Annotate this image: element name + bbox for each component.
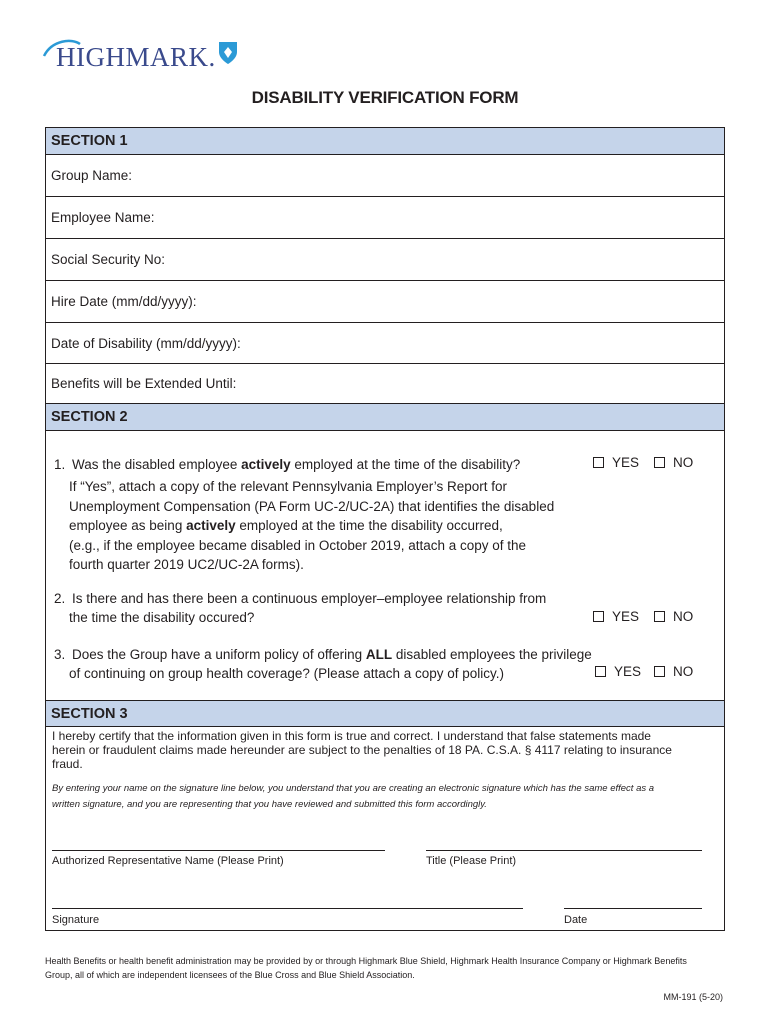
note-emphasis: actively [186, 518, 236, 533]
question-3-text-end: disabled employees the privilege [392, 647, 592, 662]
title-label: Title (Please Print) [426, 855, 517, 867]
no-label: NO [673, 664, 694, 679]
question-3-text: Does the Group have a uniform policy of offering [72, 647, 366, 662]
q2-yes-checkbox[interactable] [593, 609, 639, 624]
note-text: employee as being [69, 518, 187, 533]
checkbox-icon [654, 611, 665, 622]
title-line[interactable] [426, 850, 702, 851]
q3-yes-checkbox[interactable] [595, 664, 641, 679]
q2-no-checkbox[interactable] [654, 609, 693, 624]
form-title: DISABILITY VERIFICATION FORM [251, 88, 519, 107]
certification-line: fraud. [52, 757, 83, 771]
question-1 [54, 455, 520, 474]
rep-name-line[interactable] [52, 850, 385, 851]
no-label: NO [673, 455, 694, 470]
checkbox-icon [654, 457, 665, 468]
esignature-line: By entering your name on the signature line below, you understand that you are creating an electronic signature which has the same effect as a [52, 783, 655, 794]
certification-line: herein or fraudulent claims made hereunder are subject to the penalties of 18 PA. C.S.A. § 4117 relating to insurance [52, 743, 672, 757]
ssn-label: Social Security No: [51, 252, 166, 267]
question-2-number: 2. [54, 591, 66, 606]
no-label: NO [673, 609, 694, 624]
signature-label: Signature [52, 914, 100, 926]
section3-heading: SECTION 3 [46, 700, 724, 727]
disclaimer-line: Health Benefits or health benefit administration may be provided by or through Highmark Blue Shield, Highmark Health Insurance Company or Highmark Benefits [45, 956, 687, 966]
section2-heading: SECTION 2 [46, 404, 724, 431]
date-line[interactable] [564, 908, 702, 909]
note-line [69, 516, 589, 536]
logo-text: HIGHMARK. [56, 42, 216, 72]
form-frame [45, 127, 725, 931]
checkbox-icon [654, 666, 665, 677]
section1-heading: SECTION 1 [46, 128, 724, 155]
question-3-number: 3. [54, 647, 66, 662]
date-label: Date [564, 914, 588, 926]
note-line: fourth quarter 2019 UC2/UC-2A forms). [69, 557, 304, 572]
employee-name-field[interactable] [46, 197, 724, 239]
checkbox-icon [593, 611, 604, 622]
ssn-field[interactable] [46, 239, 724, 281]
yes-label: YES [612, 455, 640, 470]
question-1-text: Was the disabled employee [72, 457, 242, 472]
q3-no-checkbox[interactable] [654, 664, 693, 679]
question-2 [54, 589, 546, 608]
question-3-line2: of continuing on group health coverage? (Please attach a copy of policy.) [69, 666, 505, 681]
checkbox-icon [595, 666, 606, 677]
esignature-line: written signature, and you are representing that you have reviewed and submitted this form accordingly. [52, 798, 487, 810]
employee-name-label: Employee Name: [51, 210, 155, 225]
checkbox-icon [593, 457, 604, 468]
question-3 [54, 645, 592, 664]
disclaimer-line: Group, all of which are independent licensees of the Blue Cross and Blue Shield Association. [45, 969, 415, 980]
benefits-extended-label: Benefits will be Extended Until: [51, 376, 237, 391]
hire-date-field[interactable] [46, 281, 724, 323]
signature-line[interactable] [52, 908, 523, 909]
form-number: MM-191 (5-20) [663, 992, 723, 1002]
certification-text [52, 729, 720, 771]
disability-date-label: Date of Disability (mm/dd/yyyy): [51, 335, 241, 351]
certification-line: I hereby certify that the information given in this form is true and correct. I understand that false statements made [52, 729, 651, 743]
highmark-logo [42, 38, 252, 74]
yes-label: YES [612, 609, 640, 624]
benefits-extended-field[interactable] [46, 364, 724, 404]
question-1-text-end: employed at the time of the disability? [290, 457, 521, 472]
esignature-notice [52, 781, 712, 812]
note-text: employed at the time the disability occurred, [235, 518, 503, 533]
disability-date-field[interactable] [46, 323, 724, 364]
q1-yes-checkbox[interactable] [593, 455, 639, 470]
note-line: If “Yes”, attach a copy of the relevant Pennsylvania Employer’s Report for [69, 479, 507, 494]
question-2-text: Is there and has there been a continuous employer–employee relationship from [72, 591, 547, 606]
footer-disclaimer [45, 955, 715, 982]
q1-no-checkbox[interactable] [654, 455, 693, 470]
shield-icon [218, 40, 238, 66]
hire-date-label: Hire Date (mm/dd/yyyy): [51, 294, 197, 309]
yes-label: YES [614, 664, 642, 679]
question-2-line2: the time the disability occured? [69, 610, 255, 625]
note-line: (e.g., if the employee became disabled in October 2019, attach a copy of the [69, 537, 527, 553]
question-1-number: 1. [54, 457, 66, 472]
question-3-emphasis: ALL [365, 647, 393, 662]
note-line: Unemployment Compensation (PA Form UC-2/UC-2A) that identifies the disabled [69, 498, 555, 514]
group-name-label: Group Name: [51, 168, 133, 183]
rep-name-label: Authorized Representative Name (Please Print) [52, 855, 284, 867]
question-1-note [69, 477, 589, 575]
question-1-emphasis: actively [241, 457, 291, 472]
group-name-field[interactable] [46, 155, 724, 197]
